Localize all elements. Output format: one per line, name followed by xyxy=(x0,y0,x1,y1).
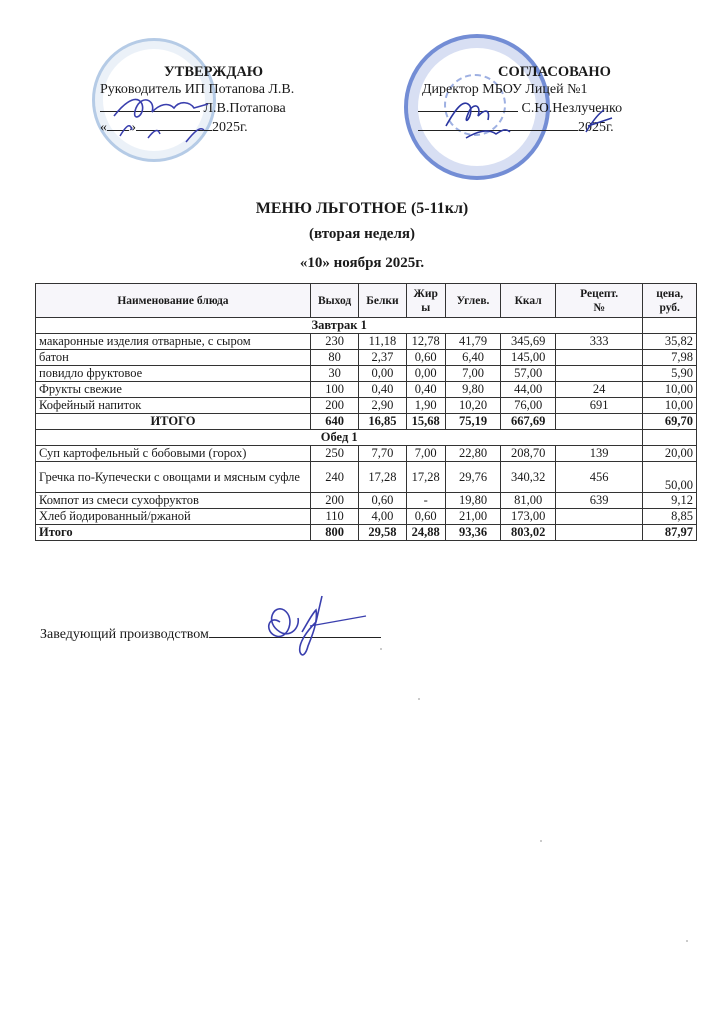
col-header-kcal: Ккал xyxy=(501,284,556,318)
agree-name-line xyxy=(418,98,648,117)
signature-underline xyxy=(418,98,518,112)
table-row: Компот из смеси сухофруктов 200 0,60 - 19,80 81,00 639 9,12 xyxy=(36,493,697,509)
scan-speck xyxy=(418,698,420,700)
scan-speck xyxy=(686,940,688,942)
menu-date: «10» ноября 2025г. xyxy=(299,255,425,271)
menu-title: МЕНЮ ЛЬГОТНОЕ (5-11кл) xyxy=(255,200,469,217)
menu-week: (вторая неделя) xyxy=(309,226,415,242)
col-header-name: Наименование блюда xyxy=(36,284,311,318)
approve-position: Руководитель ИП Потапова Л.В. xyxy=(100,82,295,97)
table-row: макаронные изделия отварные, с сыром 230 11,18 12,78 41,79 345,69 333 35,82 xyxy=(36,334,697,350)
production-manager-label: Заведующий производством xyxy=(40,627,209,642)
menu-table xyxy=(35,283,697,541)
total-row-breakfast: ИТОГО 640 16,85 15,68 75,19 667,69 69,70 xyxy=(36,414,697,430)
table-row: Фрукты свежие 100 0,40 0,40 9,80 44,00 24 10,00 xyxy=(36,382,697,398)
agreement-block xyxy=(418,64,648,136)
col-header-fat: Жир ы xyxy=(406,284,445,318)
approve-title: УТВЕРЖДАЮ xyxy=(164,64,264,80)
table-row: повидло фруктовое 30 0,00 0,00 7,00 57,00 5,90 xyxy=(36,366,697,382)
date-underline xyxy=(418,117,578,131)
table-row: Хлеб йодированный/ржаной 110 4,00 0,60 21,00 173,00 8,85 xyxy=(36,509,697,525)
quote-close: » xyxy=(129,120,136,135)
section-label: Завтрак 1 xyxy=(36,318,643,334)
approve-date-line xyxy=(100,117,330,136)
scan-speck xyxy=(380,648,382,650)
col-header-carbs: Углев. xyxy=(445,284,501,318)
date-month-underline xyxy=(136,117,212,131)
col-header-output: Выход xyxy=(310,284,358,318)
table-row: Суп картофельный с бобовыми (горох) 250 7,70 7,00 22,80 208,70 139 20,00 xyxy=(36,446,697,462)
col-header-price: цена, руб. xyxy=(643,284,697,318)
total-row-lunch: Итого 800 29,58 24,88 93,36 803,02 87,97 xyxy=(36,525,697,541)
agree-position: Директор МБОУ Лицей №1 xyxy=(422,82,588,97)
approve-name: Л.В.Потапова xyxy=(203,101,286,116)
table-header-row xyxy=(36,284,697,318)
section-row-lunch xyxy=(36,430,697,446)
production-manager-line xyxy=(40,624,381,643)
col-header-protein: Белки xyxy=(359,284,406,318)
quote-open: « xyxy=(100,120,107,135)
approve-name-line xyxy=(100,98,330,117)
agree-date-line xyxy=(418,117,648,136)
table-row: батон 80 2,37 0,60 6,40 145,00 7,98 xyxy=(36,350,697,366)
date-day-underline xyxy=(107,117,129,131)
agree-title: СОГЛАСОВАНО xyxy=(498,64,611,80)
agree-year: 2025г. xyxy=(578,120,614,135)
table-row: Кофейный напиток 200 2,90 1,90 10,20 76,00 691 10,00 xyxy=(36,398,697,414)
col-header-recipe: Рецепт. № xyxy=(555,284,643,318)
approval-block xyxy=(100,64,330,136)
section-row-breakfast xyxy=(36,318,697,334)
agree-name: С.Ю.Незлученко xyxy=(521,101,623,116)
signature-underline xyxy=(209,624,381,638)
approve-year: 2025г. xyxy=(212,120,248,135)
scan-speck xyxy=(540,840,542,842)
table-row: Гречка по-Купечески с овощами и мясным суфле 240 17,28 17,28 29,76 340,32 456 50,00 xyxy=(36,462,697,493)
signature-underline xyxy=(100,98,200,112)
section-label: Обед 1 xyxy=(36,430,643,446)
